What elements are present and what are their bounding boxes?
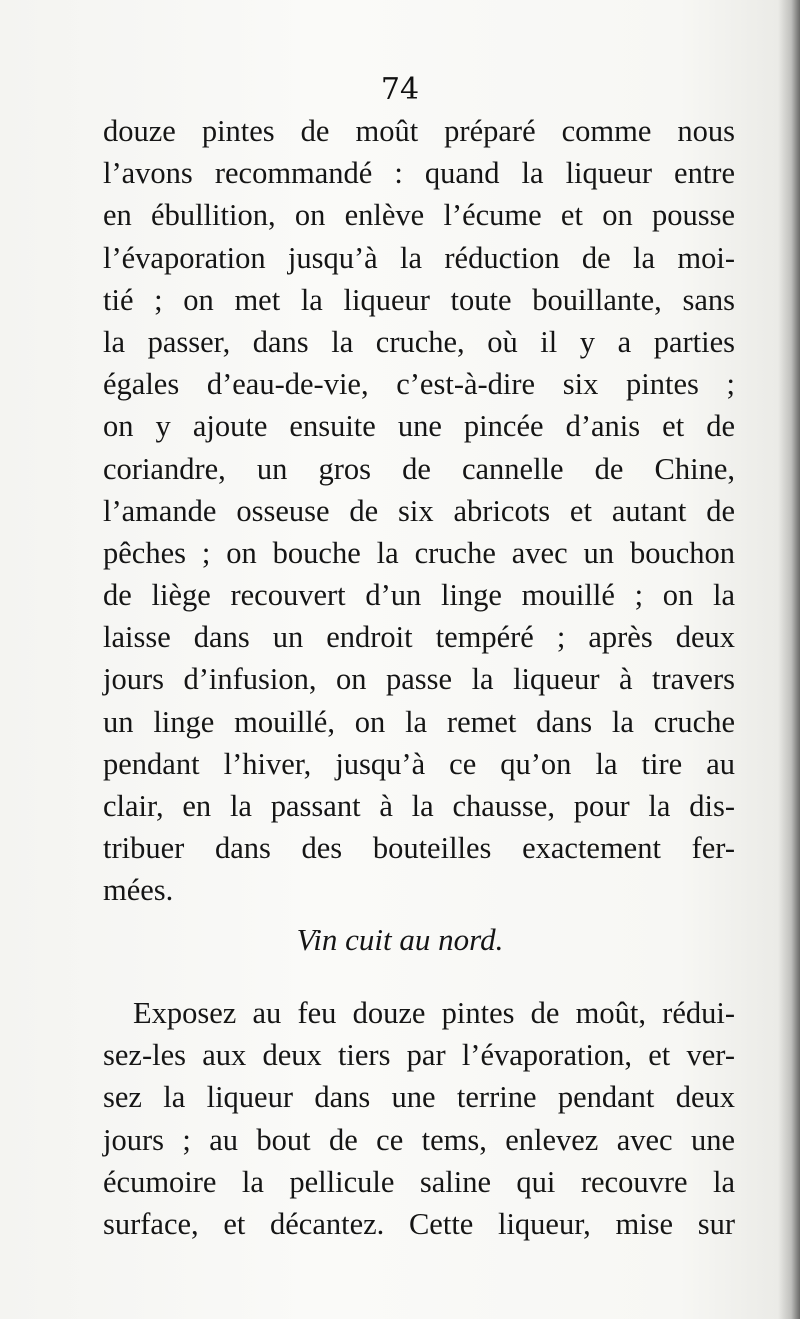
text-line: en ébullition, on enlève l’écume et on pousse	[103, 198, 735, 233]
paragraph-1	[103, 110, 735, 912]
text-line: sez la liqueur dans une terrine pendant deux	[103, 1080, 735, 1115]
text-line: l’évaporation jusqu’à la réduction de la moi-	[103, 240, 735, 275]
text-line: jours ; au bout de ce tems, enlevez avec une	[103, 1122, 735, 1157]
page-number: 74	[380, 72, 420, 107]
paragraph-2	[103, 992, 735, 1245]
text-line: clair, en la passant à la chausse, pour la dis-	[103, 789, 735, 823]
page-edge-shadow	[778, 0, 800, 1319]
text-line: l’avons recommandé : quand la liqueur entre	[103, 156, 735, 191]
text-line: coriandre, un gros de cannelle de Chine,	[103, 451, 735, 486]
text-line: égales d’eau-de-vie, c’est-à-dire six pintes ;	[103, 367, 735, 402]
text-line: pêches ; on bouche la cruche avec un bouchon	[103, 535, 735, 570]
text-line: un linge mouillé, on la remet dans la cruche	[103, 704, 735, 739]
text-line: la passer, dans la cruche, où il y a parties	[103, 324, 735, 359]
text-line: écumoire la pellicule saline qui recouvre la	[103, 1164, 735, 1199]
text-line: pendant l’hiver, jusqu’à ce qu’on la tire au	[103, 746, 735, 781]
text-line: jours d’infusion, on passe la liqueur à travers	[103, 662, 735, 697]
text-line: laisse dans un endroit tempéré ; après deux	[103, 620, 735, 655]
text-line: tribuer dans des bouteilles exactement fer-	[103, 831, 735, 866]
text-line: tié ; on met la liqueur toute bouillante, sans	[103, 282, 735, 317]
section-heading: Vin cuit au nord.	[296, 922, 504, 957]
text-line: sez-les aux deux tiers par l’évaporation, et ver-	[103, 1038, 735, 1073]
text-line: de liège recouvert d’un linge mouillé ; on la	[103, 578, 735, 613]
text-line: l’amande osseuse de six abricots et autant de	[103, 493, 735, 528]
text-line: mées.	[103, 873, 174, 908]
text-line: Exposez au feu douze pintes de moût, rédui-	[133, 996, 735, 1030]
text-line: douze pintes de moût préparé comme nous	[103, 114, 735, 148]
text-line: on y ajoute ensuite une pincée d’anis et de	[103, 409, 735, 444]
text-line: surface, et décantez. Cette liqueur, mise sur	[103, 1206, 735, 1241]
